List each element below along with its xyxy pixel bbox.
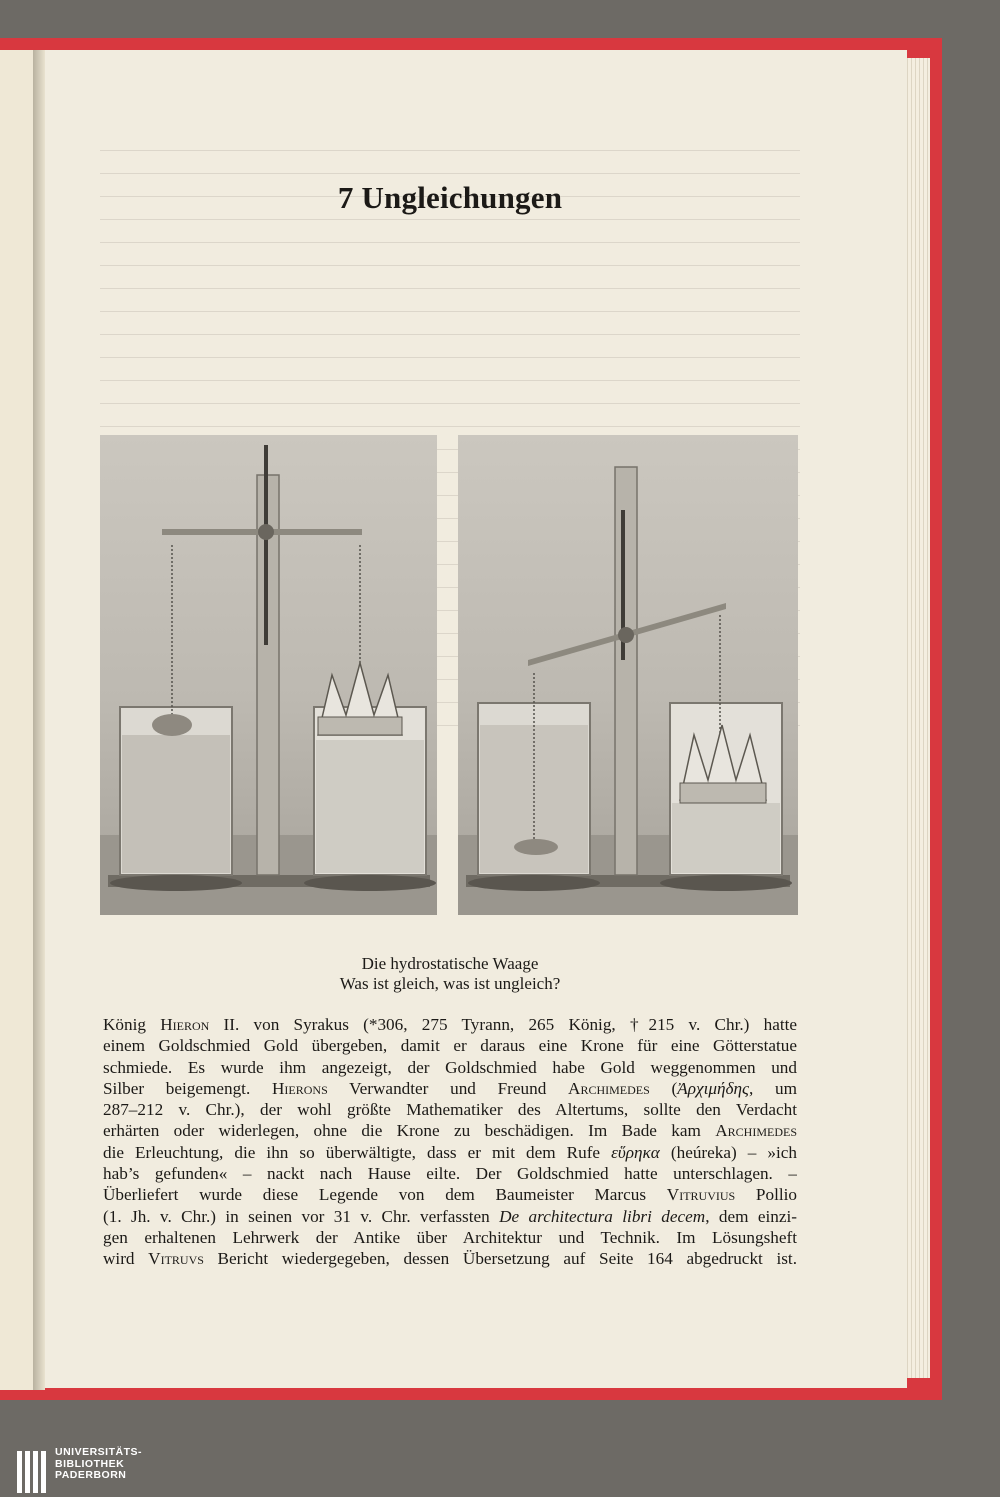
- person-name: Vitruvs: [148, 1249, 204, 1269]
- body-line: schmiede. Es wurde ihm angezeigt, der Goldschmied habe Gold weggenommen und: [103, 1057, 797, 1077]
- body-line: wird Vitruvs Bericht wiedergegeben, dessen Übersetzung auf Seite 164 abgedruckt ist.: [103, 1249, 797, 1269]
- italic-term: εὕρηκα: [611, 1142, 660, 1162]
- body-paragraph: [103, 1014, 797, 1270]
- library-name-line: PADERBORN: [55, 1469, 127, 1481]
- person-name: Archimedes: [715, 1121, 797, 1141]
- person-name: Vitruvius: [666, 1185, 736, 1205]
- library-name-line: UNIVERSITÄTS-: [55, 1446, 143, 1458]
- body-line: erhärten oder widerlegen, ohne die Krone zu beschädigen. Im Bade kam Archimedes: [103, 1121, 797, 1141]
- library-name: [55, 1447, 142, 1482]
- body-line: König Hieron II. von Syrakus (*306, 275 Tyrann, 265 König, †215 v. Chr.) hatte: [103, 1015, 797, 1034]
- person-name: Archimedes: [568, 1078, 650, 1098]
- book-gutter: [33, 50, 45, 1390]
- library-logo-icon: [15, 1447, 49, 1497]
- photo-balance-equal: [100, 435, 437, 915]
- italic-term: Ἀρχιμήδης: [677, 1078, 749, 1098]
- person-name: Hierons: [272, 1078, 328, 1098]
- photo-balance-unequal: [458, 435, 798, 915]
- body-line: Silber beigemengt. Hierons Verwandter und Freund Archimedes (Ἀρχιμήδης, um: [103, 1078, 797, 1098]
- left-page-edge: [0, 50, 33, 1390]
- figure-caption-title: Die hydrostatische Waage: [361, 954, 539, 973]
- library-name-line: BIBLIOTHEK: [55, 1457, 125, 1470]
- body-line: (1. Jh. v. Chr.) in seinen vor 31 v. Chr. verfassten De architectura libri decem, dem einzi-: [103, 1206, 797, 1226]
- figure-caption-question: Was ist gleich, was ist ungleich?: [339, 974, 561, 993]
- body-line: hab’s gefunden« – nackt nach Hause eilte. Der Goldschmied hatte unterschlagen. –: [103, 1164, 797, 1184]
- body-line: die Erleuchtung, die ihn so überwältigte, dass er mit dem Rufe εὕρηκα (heúreka) – »ich: [103, 1142, 797, 1162]
- italic-term: De architectura libri decem: [499, 1206, 706, 1226]
- chapter-title: 7 Ungleichungen: [337, 180, 563, 215]
- body-line: gen erhaltenen Lehrwerk der Antike über Architektur und Technik. Im Lösungsheft: [103, 1227, 797, 1247]
- person-name: Hieron: [160, 1015, 210, 1034]
- body-line: einem Goldschmied Gold übergeben, damit er daraus eine Krone für eine Götterstatue: [103, 1036, 797, 1056]
- body-line: 287–212 v. Chr.), der wohl größte Mathematiker des Altertums, sollte den Verdacht: [103, 1100, 797, 1120]
- body-line: Überliefert wurde diese Legende von dem Baumeister Marcus Vitruvius Pollio: [103, 1185, 797, 1205]
- footer-bar: [0, 1447, 1000, 1497]
